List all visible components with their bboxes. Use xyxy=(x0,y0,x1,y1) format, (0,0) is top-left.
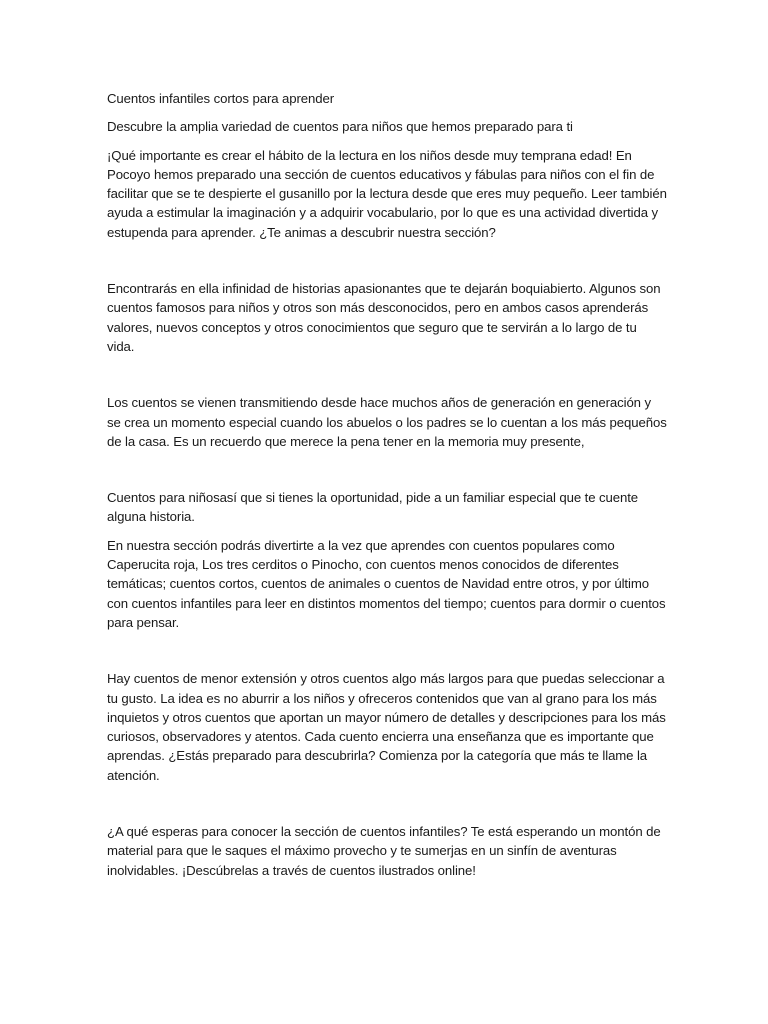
paragraph-closing: ¿A qué esperas para conocer la sección de cuentos infantiles? Te está esperando un montón de material para que le saques el máximo provecho y te sumerjas en un sinfín de aventuras inolvidables. ¡Descúbrelas a través de cuentos ilustrados online! xyxy=(107,824,661,878)
paragraph-intro: ¡Qué importante es crear el hábito de la lectura en los niños desde muy temprana edad! En Pocoyo hemos preparado una sección de cuentos educativos y fábulas para niños con el fin de facilitar que se te despierte el gusanillo por la lectura desde que eres muy pequeño. Leer también ayuda a estimular la imaginación y a adquirir vocabulario, por lo que es una actividad divertida y estupenda para aprender. ¿Te animas a descubrir nuestra sección? xyxy=(107,147,667,240)
paragraph-stories: Encontrarás en ella infinidad de historias apasionantes que te dejarán boquiabierto. Algunos son cuentos famosos para niños y otros son más desconocidos, pero en ambos casos aprenderás valores, nuevos conceptos y otros conocimientos que seguro que te servirán a lo largo de tu vida. xyxy=(107,281,661,354)
paragraph-tradition: Los cuentos se vienen transmitiendo desde hace muchos años de generación en generación y se crea un momento especial cuando los abuelos o los padres se lo cuentan a los más pequeños de la casa. Es un recuerdo que merece la pena tener en la memoria muy presente, xyxy=(107,395,667,449)
paragraph-section: En nuestra sección podrás divertirte a la vez que aprendes con cuentos populares como Caperucita roja, Los tres cerditos o Pinocho, con cuentos menos conocidos de diferentes temáticas; cuentos cortos, cuentos de animales o cuentos de Navidad entre otros, y por último con cuentos infantiles para leer en distintos momentos del tiempo; cuentos para dormir o cuentos para pensar. xyxy=(107,537,666,630)
document-body xyxy=(107,89,667,880)
document-subtitle: Descubre la amplia variedad de cuentos para niños que hemos preparado para ti xyxy=(107,119,573,135)
paragraph-length: Hay cuentos de menor extensión y otros cuentos algo más largos para que puedas seleccionar a tu gusto. La idea es no aburrir a los niños y ofreceros contenidos que van al grano para los más inquietos y otros cuentos que aportan un mayor número de detalles y descripciones para los más curiosos, observadores y atentos. Cada cuento encierra una enseñanza que es importante que aprendas. ¿Estás preparado para descubrirla? Comienza por la categoría que más te llame la atención. xyxy=(107,671,666,783)
paragraph-family: Cuentos para niñosasí que si tienes la oportunidad, pide a un familiar especial que te cuente alguna historia. xyxy=(107,490,639,525)
document-title: Cuentos infantiles cortos para aprender xyxy=(107,91,335,106)
